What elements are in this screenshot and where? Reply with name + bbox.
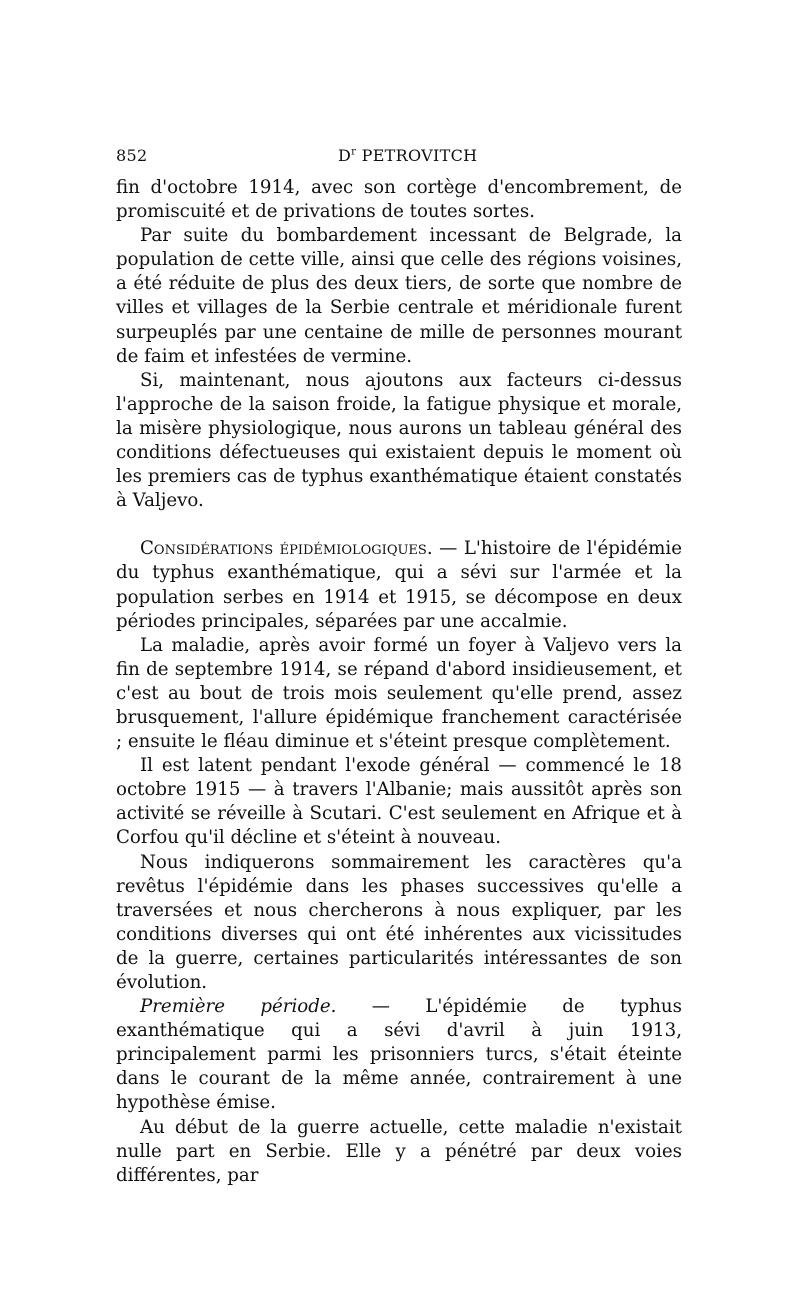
period-heading: Première période. — [140, 996, 337, 1018]
section-paragraph — [116, 537, 682, 633]
title-superscript: r — [351, 146, 357, 158]
paragraph: Par suite du bombardement incessant de Belgrade, la population de cette ville, ainsi que celle des régions voisines, a été réduite de plus des deux tiers, de sorte que nombre de villes et villages de la Serbie centrale et méridionale furent surpeuplés par une centaine de mille de personnes mourant de faim et infestées de vermine. — [116, 225, 682, 367]
section-text: — L'histoire de l'épidémie du typhus exanthématique, qui a sévi sur l'armée et la population serbes en 1914 et 1915, se décompose en deux périodes principales, séparées par une accalmie. — [116, 538, 683, 632]
running-header — [116, 146, 682, 176]
book-page — [116, 146, 682, 1188]
section-spacer — [116, 513, 682, 537]
paragraph: La maladie, après avoir formé un foyer à Valjevo vers la fin de septembre 1914, se répand d'abord insidieusement, et c'est au bout de trois mois seulement qu'elle prend, assez brusquement, l'allure épidémique franchement caractérisée ; ensuite le fléau diminue et s'éteint presque complètement. — [116, 634, 682, 753]
title-prefix: D — [338, 146, 352, 165]
page-number: 852 — [116, 146, 148, 165]
paragraph: Il est latent pendant l'exode général — commencé le 18 octobre 1915 — à travers l'Albanie; mais aussitôt après son activité se réveille à Scutari. C'est seulement en Afrique et à Corfou qu'il décline et s'éteint à nouveau. — [116, 755, 682, 849]
paragraph-continuation: fin d'octobre 1914, avec son cortège d'encombrement, de promiscuité et de privations de toutes sortes. — [116, 177, 682, 223]
period-text: — L'épidémie de typhus exanthématique qui a sévi d'avril à juin 1913, principalement parmi les prisonniers turcs, s'était éteinte dans le courant de la même année, contrairement à une hypothèse émise. — [116, 996, 682, 1114]
paragraph: Si, maintenant, nous ajoutons aux facteurs ci-dessus l'approche de la saison froide, la fatigue physique et morale, la misère physiologique, nous aurons un tableau général des conditions défectueuses qui existaient depuis le moment où les premiers cas de typhus exanthématique étaient constatés à Valjevo. — [116, 369, 682, 512]
paragraph: Au début de la guerre actuelle, cette maladie n'existait nulle part en Serbie. Elle y a pénétré par deux voies différentes, par — [116, 1116, 682, 1186]
author-name: PETROVITCH — [361, 146, 478, 165]
period-paragraph — [116, 995, 682, 1115]
paragraph: Nous indiquerons sommairement les caractères qu'a revêtus l'épidémie dans les phases successives qu'elle a traversées et nous chercherons à nous expliquer, par les conditions diverses qui ont été inhérentes aux vicissitudes de la guerre, certaines particularités intéressantes de son évolution. — [116, 851, 682, 993]
section-heading: Considérations épidémiologiques. — [140, 538, 433, 560]
running-title — [338, 146, 477, 165]
